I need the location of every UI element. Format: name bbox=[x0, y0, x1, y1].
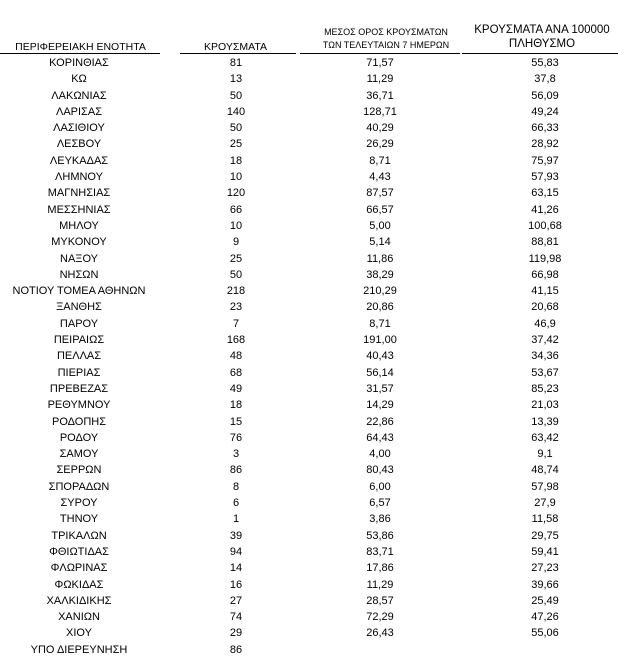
cases-cell: 48 bbox=[229, 350, 243, 363]
cases-cell: 68 bbox=[229, 366, 243, 379]
region-cell: ΚΟΡΙΝΘΙΑΣ bbox=[49, 57, 109, 69]
region-cell: ΥΠΟ ΔΙΕΡΕΥΝΗΣΗ bbox=[30, 643, 128, 656]
cases-cell: 39 bbox=[229, 529, 243, 542]
table-row bbox=[0, 446, 618, 462]
cases-cell: 3 bbox=[232, 448, 240, 461]
table-row bbox=[0, 397, 618, 413]
cases-per-100000-cell: 9,1 bbox=[537, 448, 553, 461]
cases-cell: 25 bbox=[229, 138, 243, 151]
region-cell: ΠΕΙΡΑΙΩΣ bbox=[53, 334, 105, 347]
header-seven-day-average bbox=[296, 26, 476, 52]
cases-per-100000-cell: 27,23 bbox=[531, 562, 559, 575]
table-row bbox=[0, 495, 618, 511]
cases-per-100000-cell: 37,42 bbox=[531, 334, 559, 347]
cases-cell: 86 bbox=[229, 464, 243, 477]
header-cases-per-100000 bbox=[462, 23, 618, 51]
cases-cell: 18 bbox=[229, 154, 243, 167]
cases-cell: 1 bbox=[232, 513, 240, 526]
table-row bbox=[0, 642, 618, 658]
cases-per-100000-cell: 47,26 bbox=[531, 611, 559, 624]
cases-cell: 10 bbox=[229, 219, 243, 232]
seven-day-average-cell: 36,71 bbox=[366, 89, 394, 102]
cases-cell: 14 bbox=[229, 562, 243, 575]
table-body bbox=[0, 55, 618, 658]
header-seven-day-average-line-1: ΜΕΣΟΣ ΟΡΟΣ ΚΡΟΥΣΜΑΤΩΝ bbox=[324, 27, 448, 37]
region-cell: ΝΑΞΟΥ bbox=[60, 252, 98, 265]
cases-per-100000-cell: 41,26 bbox=[531, 203, 559, 216]
cases-cell: 18 bbox=[229, 399, 243, 412]
cases-cell: 23 bbox=[229, 301, 243, 314]
region-cell: ΛΑΚΩΝΙΑΣ bbox=[51, 89, 107, 102]
seven-day-average-cell: 40,43 bbox=[366, 350, 394, 363]
cases-per-100000-cell: 13,39 bbox=[531, 415, 559, 428]
region-cell: ΠΕΛΛΑΣ bbox=[56, 350, 102, 363]
region-cell: ΤΗΝΟΥ bbox=[59, 513, 99, 526]
seven-day-average-cell: 11,29 bbox=[366, 73, 394, 86]
cases-cell: 66 bbox=[229, 203, 243, 216]
region-cell: ΛΑΣΙΘΙΟΥ bbox=[53, 122, 105, 135]
seven-day-average-cell: 5,00 bbox=[369, 219, 391, 232]
table-row bbox=[0, 528, 618, 544]
region-cell: ΛΑΡΙΣΑΣ bbox=[55, 105, 102, 118]
header-cases-per-100000-line-1: ΚΡΟΥΣΜΑΤΑ ΑΝΑ 100000 bbox=[474, 24, 610, 36]
table-row bbox=[0, 169, 618, 185]
cases-cell: 15 bbox=[229, 415, 243, 428]
seven-day-average-cell: 64,43 bbox=[366, 431, 394, 444]
cases-per-100000-cell: 34,36 bbox=[531, 350, 559, 363]
table-row bbox=[0, 593, 618, 609]
cases-per-100000-cell: 39,66 bbox=[531, 578, 559, 591]
table-row bbox=[0, 153, 618, 169]
region-cell: ΧΙΟΥ bbox=[66, 627, 92, 640]
region-cell: ΧΑΛΚΙΔΙΚΗΣ bbox=[46, 594, 112, 607]
table-row bbox=[0, 560, 618, 576]
table-row bbox=[0, 251, 618, 267]
table-row bbox=[0, 365, 618, 381]
cases-per-100000-cell: 55,06 bbox=[531, 627, 559, 640]
cases-per-100000-cell: 53,67 bbox=[531, 366, 559, 379]
table-row bbox=[0, 462, 618, 478]
table-row bbox=[0, 185, 618, 201]
table-row bbox=[0, 299, 618, 315]
cases-cell: 6 bbox=[232, 497, 240, 510]
table-row bbox=[0, 120, 618, 136]
table-row bbox=[0, 430, 618, 446]
region-cell: ΜΥΚΟΝΟΥ bbox=[51, 236, 107, 249]
seven-day-average-cell: 38,29 bbox=[366, 268, 394, 281]
cases-per-100000-cell: 46,9 bbox=[534, 317, 556, 330]
cases-per-100000-cell: 66,33 bbox=[531, 122, 559, 135]
cases-per-100000-cell: 20,68 bbox=[531, 301, 559, 314]
seven-day-average-cell: 17,86 bbox=[366, 562, 394, 575]
cases-per-100000-cell: 27,9 bbox=[534, 497, 556, 510]
cases-per-100000-cell: 63,42 bbox=[531, 431, 559, 444]
cases-cell: 8 bbox=[232, 480, 240, 493]
seven-day-average-cell: 31,57 bbox=[366, 382, 394, 395]
cases-cell: 7 bbox=[232, 317, 240, 330]
seven-day-average-cell: 53,86 bbox=[366, 529, 394, 542]
region-cell: ΠΡΕΒΕΖΑΣ bbox=[49, 382, 109, 395]
seven-day-average-cell: 191,00 bbox=[363, 334, 397, 347]
header-underline-region bbox=[0, 53, 160, 54]
seven-day-average-cell: 26,43 bbox=[366, 627, 394, 640]
header-cases: ΚΡΟΥΣΜΑΤΑ bbox=[204, 41, 267, 53]
region-cell: ΜΕΣΣΗΝΙΑΣ bbox=[47, 203, 111, 216]
cases-cell: 74 bbox=[229, 611, 243, 624]
seven-day-average-cell: 4,00 bbox=[369, 448, 391, 461]
cases-cell: 86 bbox=[229, 643, 243, 656]
cases-cell: 16 bbox=[229, 578, 243, 591]
table-row bbox=[0, 414, 618, 430]
cases-per-100000-cell: 119,98 bbox=[528, 252, 562, 265]
cases-per-100000-cell: 28,92 bbox=[531, 138, 559, 151]
seven-day-average-cell: 6,00 bbox=[369, 480, 391, 493]
cases-cell: 10 bbox=[229, 171, 243, 184]
seven-day-average-cell: 72,29 bbox=[366, 611, 394, 624]
region-cell: ΣΑΜΟΥ bbox=[59, 448, 99, 461]
cases-cell: 49 bbox=[229, 382, 243, 395]
region-cell: ΚΩ bbox=[71, 73, 87, 86]
table-row bbox=[0, 577, 618, 593]
table-row bbox=[0, 234, 618, 250]
seven-day-average-cell: 28,57 bbox=[366, 594, 394, 607]
seven-day-average-cell: 14,29 bbox=[366, 399, 394, 412]
region-cell: ΡΟΔΟΠΗΣ bbox=[51, 415, 107, 428]
cases-per-100000-cell: 11,58 bbox=[531, 513, 559, 526]
region-cell: ΜΗΛΟΥ bbox=[59, 219, 99, 232]
table-row bbox=[0, 71, 618, 87]
table-row bbox=[0, 55, 618, 71]
seven-day-average-cell: 71,57 bbox=[366, 57, 394, 69]
table-row bbox=[0, 609, 618, 625]
cases-cell: 50 bbox=[229, 122, 243, 135]
region-cell: ΦΛΩΡΙΝΑΣ bbox=[50, 562, 108, 575]
table-row bbox=[0, 267, 618, 283]
table-row bbox=[0, 332, 618, 348]
region-cell: ΛΕΣΒΟΥ bbox=[56, 138, 102, 151]
table-row bbox=[0, 381, 618, 397]
seven-day-average-cell: 4,43 bbox=[369, 171, 391, 184]
region-cell: ΦΩΚΙΔΑΣ bbox=[54, 578, 104, 591]
cases-cell: 50 bbox=[229, 268, 243, 281]
table-row bbox=[0, 136, 618, 152]
seven-day-average-cell: 5,14 bbox=[369, 236, 391, 249]
cases-cell: 94 bbox=[229, 545, 243, 558]
header-region: ΠΕΡΙΦΕΡΕΙΑΚΗ ΕΝΟΤΗΤΑ bbox=[15, 41, 146, 53]
cases-per-100000-cell: 56,09 bbox=[531, 89, 559, 102]
region-cell: ΤΡΙΚΑΛΩΝ bbox=[51, 529, 107, 542]
seven-day-average-cell: 56,14 bbox=[366, 366, 394, 379]
header-underline-per-100000 bbox=[462, 53, 618, 54]
cases-cell: 13 bbox=[229, 73, 243, 86]
cases-cell: 120 bbox=[226, 187, 246, 200]
cases-per-100000-cell: 29,75 bbox=[531, 529, 559, 542]
region-cell: ΠΑΡΟΥ bbox=[59, 317, 99, 330]
seven-day-average-cell: 20,86 bbox=[366, 301, 394, 314]
cases-per-100000-cell: 100,68 bbox=[528, 219, 562, 232]
seven-day-average-cell: 22,86 bbox=[366, 415, 394, 428]
cases-cell: 25 bbox=[229, 252, 243, 265]
cases-cell: 168 bbox=[226, 334, 246, 347]
table-row bbox=[0, 202, 618, 218]
cases-per-100000-cell: 57,98 bbox=[531, 480, 559, 493]
header-underline-cases bbox=[180, 53, 296, 54]
cases-per-100000-cell: 85,23 bbox=[531, 382, 559, 395]
cases-cell: 50 bbox=[229, 89, 243, 102]
cases-cell: 76 bbox=[229, 431, 243, 444]
region-cell: ΛΕΥΚΑΔΑΣ bbox=[49, 154, 109, 167]
seven-day-average-cell: 66,57 bbox=[366, 203, 394, 216]
region-cell: ΣΥΡΟΥ bbox=[60, 497, 98, 510]
seven-day-average-cell: 8,71 bbox=[369, 154, 391, 167]
cases-per-100000-cell: 48,74 bbox=[531, 464, 559, 477]
region-cell: ΦΘΙΩΤΙΔΑΣ bbox=[49, 545, 109, 558]
table-row bbox=[0, 544, 618, 560]
cases-per-100000-cell: 41,15 bbox=[531, 285, 559, 298]
header-underline-average bbox=[300, 53, 460, 54]
header-seven-day-average-line-2: ΤΩΝ ΤΕΛΕΥΤΑΙΩΝ 7 ΗΜΕΡΩΝ bbox=[322, 40, 450, 50]
table-row bbox=[0, 218, 618, 234]
region-cell: ΠΙΕΡΙΑΣ bbox=[57, 366, 101, 379]
region-cell: ΜΑΓΝΗΣΙΑΣ bbox=[47, 187, 111, 200]
cases-per-100000-cell: 37,8 bbox=[534, 73, 556, 86]
cases-per-100000-cell: 75,97 bbox=[531, 154, 559, 167]
region-cell: ΧΑΝΙΩΝ bbox=[58, 611, 100, 624]
region-cell: ΞΑΝΘΗΣ bbox=[56, 301, 102, 314]
seven-day-average-cell: 128,71 bbox=[363, 105, 397, 118]
table-row bbox=[0, 104, 618, 120]
cases-per-100000-cell: 25,49 bbox=[531, 594, 559, 607]
cases-per-100000-cell: 63,15 bbox=[531, 187, 559, 200]
header-cases-per-100000-line-2: ΠΛΗΘΥΣΜΟ bbox=[508, 38, 576, 50]
cases-per-100000-cell: 49,24 bbox=[531, 105, 559, 118]
table-row bbox=[0, 88, 618, 104]
region-cell: ΝΗΣΩΝ bbox=[59, 268, 99, 281]
seven-day-average-cell: 6,57 bbox=[369, 497, 391, 510]
cases-cell: 140 bbox=[226, 105, 246, 118]
seven-day-average-cell: 3,86 bbox=[369, 513, 391, 526]
cases-per-100000-cell: 57,93 bbox=[531, 171, 559, 184]
region-cell: ΡΕΘΥΜΝΟΥ bbox=[47, 399, 111, 412]
table-row bbox=[0, 348, 618, 364]
cases-per-100000-cell: 59,41 bbox=[531, 545, 559, 558]
cases-per-100000-cell: 88,81 bbox=[531, 236, 559, 249]
table-row bbox=[0, 283, 618, 299]
region-cell: ΡΟΔΟΥ bbox=[59, 431, 99, 444]
seven-day-average-cell: 80,43 bbox=[366, 464, 394, 477]
cases-cell: 9 bbox=[232, 236, 240, 249]
seven-day-average-cell: 8,71 bbox=[369, 317, 391, 330]
region-cell: ΣΕΡΡΩΝ bbox=[56, 464, 102, 477]
seven-day-average-cell: 11,86 bbox=[366, 252, 394, 265]
seven-day-average-cell: 83,71 bbox=[366, 545, 394, 558]
seven-day-average-cell: 11,29 bbox=[366, 578, 394, 591]
table-row bbox=[0, 625, 618, 641]
seven-day-average-cell: 210,29 bbox=[363, 285, 397, 298]
cases-per-100000-cell: 21,03 bbox=[531, 399, 559, 412]
table-row bbox=[0, 511, 618, 527]
table-row bbox=[0, 479, 618, 495]
table-row bbox=[0, 316, 618, 332]
region-cell: ΝΟΤΙΟΥ ΤΟΜΕΑ ΑΘΗΝΩΝ bbox=[12, 285, 146, 298]
seven-day-average-cell: 40,29 bbox=[366, 122, 394, 135]
cases-cell: 27 bbox=[229, 594, 243, 607]
cases-cell: 81 bbox=[229, 57, 243, 69]
cases-per-100000-cell: 66,98 bbox=[531, 268, 559, 281]
seven-day-average-cell: 26,29 bbox=[366, 138, 394, 151]
cases-cell: 29 bbox=[229, 627, 243, 640]
seven-day-average-cell: 87,57 bbox=[366, 187, 394, 200]
cases-per-100000-cell: 55,83 bbox=[531, 57, 559, 69]
cases-cell: 218 bbox=[226, 285, 246, 298]
region-cell: ΛΗΜΝΟΥ bbox=[55, 171, 103, 184]
region-cell: ΣΠΟΡΑΔΩΝ bbox=[48, 480, 110, 493]
